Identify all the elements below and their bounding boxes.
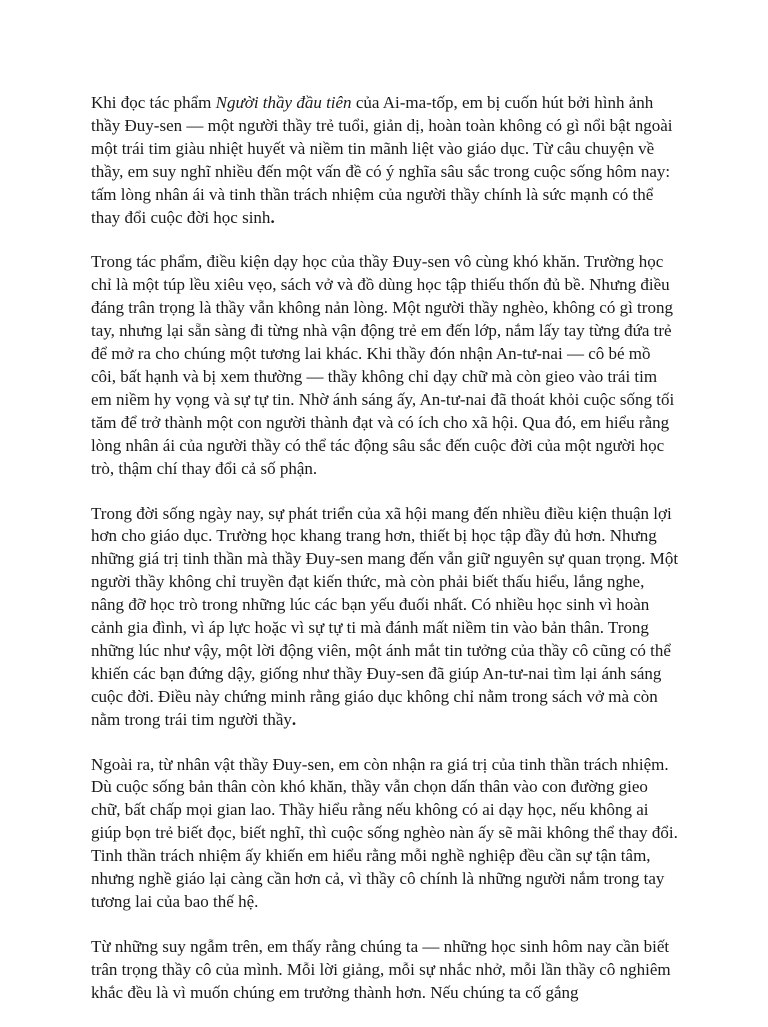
paragraph-context: Trong tác phẩm, điều kiện dạy học của thầy Đuy-sen vô cùng khó khăn. Trường học chỉ là một túp lều xiêu vẹo, sách vở và đồ dùng học tập thiếu thốn đủ bề. Nhưng điều đáng trân trọng là thầy vẫn không nản lòng. Một người thầy nghèo, không có gì trong tay, nhưng lại sẵn sàng đi từng nhà vận động trẻ em đến lớp, nắm lấy tay từng đứa trẻ để mở ra cho chúng một tương lai khác. Khi thầy đón nhận An-tư-nai — cô bé mồ côi, bất hạnh và bị xem thường — thầy không chỉ dạy chữ mà còn gieo vào trái tim em niềm hy vọng và sự tự tin. Nhờ ánh sáng ấy, An-tư-nai đã thoát khỏi cuộc sống tối tăm để trở thành một con người thành đạt và có ích cho xã hội. Qua đó, em hiểu rằng lòng nhân ái của người thầy có thể tác động sâu sắc đến cuộc đời của một người học trò, thậm chí thay đổi cả số phận. — [91, 252, 675, 478]
paragraph-intro-before: Khi đọc tác phẩm — [91, 93, 216, 112]
paragraph-today-end: . — [291, 709, 297, 729]
paragraph-intro-end: . — [270, 207, 275, 227]
paragraph-intro-after: của Ai-ma-tốp, em bị cuốn hút bởi hình ảnh thầy Đuy-sen — một người thầy trẻ tuổi, giản dị, hoàn toàn không có gì nổi bật ngoài một trái tim giàu nhiệt huyết và niềm tin mãnh liệt vào giáo dục. Từ câu chuyện về thầy, em suy nghĩ nhiều đến một vấn đề có ý nghĩa sâu sắc trong cuộc sống hôm nay: tấm lòng nhân ái và tinh thần trách nhiệm của người thầy chính là sức mạnh có thể thay đổi cuộc đời học sinh — [91, 93, 673, 227]
paragraph-conclusion: Từ những suy ngẫm trên, em thấy rằng chúng ta — những học sinh hôm nay cần biết trân trọng thầy cô của mình. Mỗi lời giảng, mỗi sự nhắc nhở, mỗi lần thầy cô nghiêm khắc đều là vì muốn chúng em trưởng thành hơn. Nếu chúng ta cố gắng — [91, 936, 671, 1002]
paragraph-responsibility: Ngoài ra, từ nhân vật thầy Đuy-sen, em còn nhận ra giá trị của tinh thần trách nhiệm. Dù cuộc sống bản thân còn khó khăn, thầy vẫn chọn dấn thân vào con đường gieo chữ, bất chấp mọi gian lao. Thầy hiểu rằng nếu không có ai dạy học, nếu không ai giúp bọn trẻ biết đọc, biết nghĩ, thì cuộc sống nghèo nàn ấy sẽ mãi không thể thay đổi. Tinh thần trách nhiệm ấy khiến em hiểu rằng mỗi nghề nghiệp đều cần sự tận tâm, nhưng nghề giáo lại càng cần hơn cả, vì thầy cô chính là những người nắm trong tay tương lai của bao thế hệ. — [91, 754, 678, 911]
book-title: Người thầy đầu tiên — [215, 93, 352, 112]
paragraph-intro — [91, 92, 679, 229]
paragraph-today — [91, 503, 679, 732]
document-page — [91, 92, 679, 1027]
paragraph-today-text: Trong đời sống ngày nay, sự phát triển của xã hội mang đến nhiều điều kiện thuận lợi hơn cho giáo dục. Trường học khang trang hơn, thiết bị học tập đầy đủ hơn. Nhưng những giá trị tinh thần mà thầy Đuy-sen mang đến vẫn giữ nguyên sự quan trọng. Một người thầy không chỉ truyền đạt kiến thức, mà còn phải biết thấu hiểu, lắng nghe, nâng đỡ học trò trong những lúc các bạn yếu đuối nhất. Có nhiều học sinh vì hoàn cảnh gia đình, vì áp lực hoặc vì sự tự ti mà đánh mất niềm tin vào bản thân. Trong những lúc như vậy, một lời động viên, một ánh mắt tin tưởng của thầy cô cũng có thể khiến các bạn đứng dậy, giống như thầy Đuy-sen đã giúp An-tư-nai tìm lại ánh sáng cuộc đời. Điều này chứng minh rằng giáo dục không chỉ nằm trong sách vở mà còn nằm trong trái tim người thầy — [91, 503, 679, 729]
